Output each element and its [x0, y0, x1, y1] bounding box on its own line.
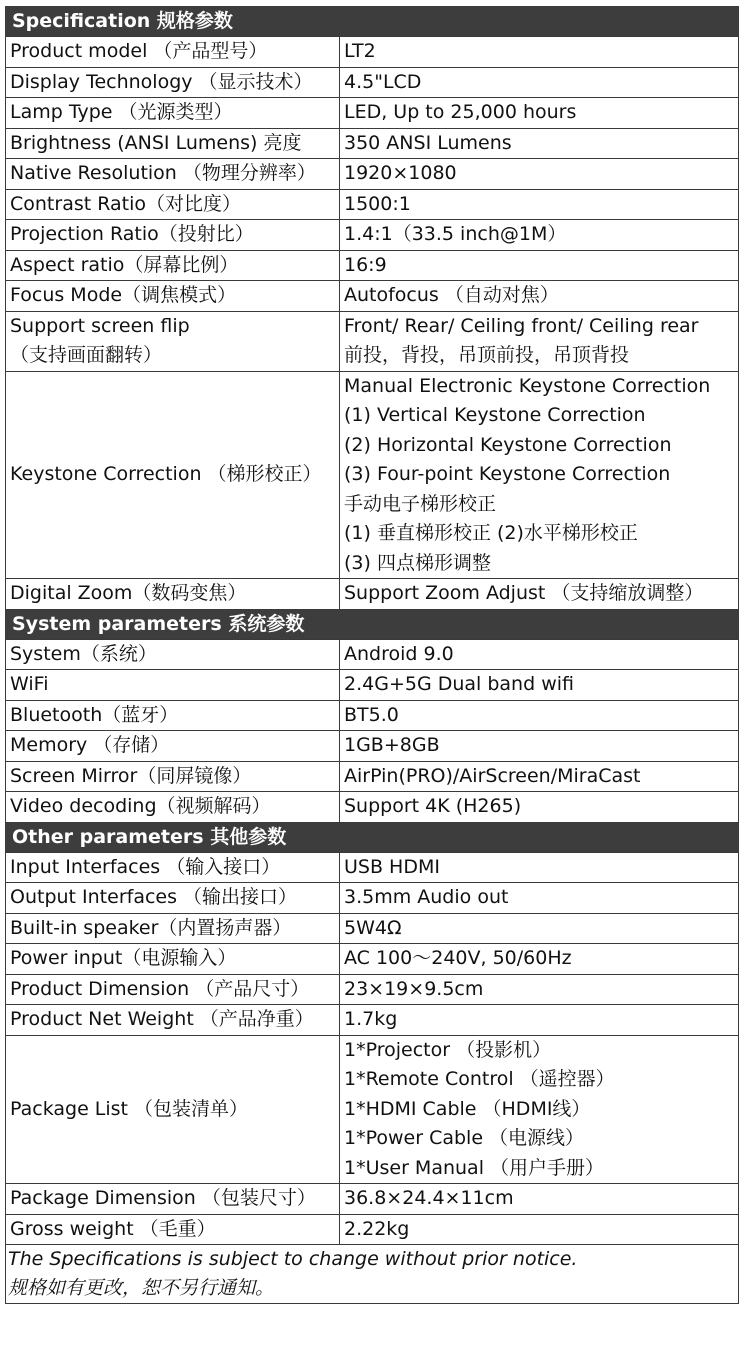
spec-label	[6, 98, 340, 129]
section-header-row	[6, 822, 739, 852]
spec-label	[6, 1035, 340, 1184]
spec-label-line: Keystone Correction （梯形校正）	[10, 463, 322, 485]
spec-value-line: 5W4Ω	[344, 916, 402, 939]
spec-label-line: Brightness (ANSI Lumens) 亮度	[10, 131, 302, 154]
spec-label	[6, 281, 340, 312]
spec-table	[5, 6, 739, 1304]
spec-row	[6, 159, 739, 190]
spec-label-line: Projection Ratio（投射比）	[10, 223, 254, 245]
spec-value	[340, 1184, 739, 1215]
spec-label-line: Focus Mode（调焦模式）	[10, 284, 237, 306]
spec-value-line: 1*Projector （投影机）	[344, 1038, 552, 1061]
spec-value	[340, 579, 739, 610]
spec-label-line: Product model （产品型号）	[10, 40, 268, 62]
spec-value-line: 1*User Manual （用户手册）	[344, 1156, 605, 1179]
spec-value-line: LT2	[344, 40, 376, 62]
spec-value-line: AirPin(PRO)/AirScreen/MiraCast	[344, 764, 641, 787]
spec-value	[340, 670, 739, 701]
spec-value	[340, 159, 739, 190]
spec-value	[340, 913, 739, 944]
spec-label-line: Package Dimension （包装尺寸）	[10, 1187, 316, 1209]
spec-label-line: Product Dimension （产品尺寸）	[10, 977, 310, 1000]
spec-value	[340, 128, 739, 159]
spec-value-line: 1*HDMI Cable （HDMI线）	[344, 1097, 591, 1120]
spec-row	[6, 311, 739, 371]
spec-value-line: (1) Vertical Keystone Correction	[344, 404, 646, 426]
section-header-row	[6, 7, 739, 37]
spec-value-line: (3) Four-point Keystone Correction	[344, 463, 671, 485]
spec-row	[6, 128, 739, 159]
spec-value	[340, 220, 739, 251]
spec-label	[6, 974, 340, 1005]
spec-label	[6, 731, 340, 762]
spec-value-line: USB HDMI	[344, 855, 440, 878]
spec-value	[340, 281, 739, 312]
spec-row	[6, 913, 739, 944]
spec-row	[6, 220, 739, 251]
spec-label	[6, 639, 340, 670]
spec-row	[6, 1214, 739, 1245]
spec-value-line: 1*Remote Control （遥控器）	[344, 1068, 615, 1090]
spec-label	[6, 250, 340, 281]
spec-label	[6, 220, 340, 251]
spec-value	[340, 189, 739, 220]
spec-value-line: AC 100～240V, 50/60Hz	[344, 947, 572, 969]
spec-value-line: (2) Horizontal Keystone Correction	[344, 433, 672, 456]
spec-value-line: 1500:1	[344, 192, 411, 215]
spec-row	[6, 281, 739, 312]
spec-value-line: 1*Power Cable （电源线）	[344, 1127, 585, 1149]
footnote-zh: 规格如有更改，恕不另行通知。	[8, 1277, 275, 1299]
spec-table-body	[6, 7, 739, 1304]
spec-row	[6, 1184, 739, 1215]
spec-label	[6, 128, 340, 159]
spec-label-line: Video decoding（视频解码）	[10, 795, 271, 817]
spec-label	[6, 670, 340, 701]
spec-row	[6, 792, 739, 823]
spec-label-line: Gross weight （毛重）	[10, 1217, 216, 1240]
section-header-specification: Specification 规格参数	[6, 7, 739, 37]
spec-label	[6, 1214, 340, 1245]
spec-label	[6, 944, 340, 975]
footnote	[6, 1245, 739, 1304]
spec-row	[6, 761, 739, 792]
spec-label-line: WiFi	[10, 673, 49, 695]
spec-value	[340, 731, 739, 762]
spec-label	[6, 159, 340, 190]
spec-row	[6, 37, 739, 68]
spec-value-line: BT5.0	[344, 703, 399, 726]
spec-value-line: 4.5"LCD	[344, 70, 422, 93]
spec-label	[6, 883, 340, 914]
spec-value-line: Front/ Rear/ Ceiling front/ Ceiling rear	[344, 314, 699, 337]
spec-label	[6, 1184, 340, 1215]
spec-label	[6, 579, 340, 610]
spec-value-line: 1920×1080	[344, 162, 457, 184]
spec-value-line: (3) 四点梯形调整	[344, 551, 491, 574]
spec-row	[6, 731, 739, 762]
spec-label	[6, 700, 340, 731]
spec-row	[6, 98, 739, 129]
spec-label-line: Bluetooth（蓝牙）	[10, 703, 179, 726]
spec-value-line: 1GB+8GB	[344, 734, 440, 756]
spec-value	[340, 852, 739, 883]
spec-row	[6, 944, 739, 975]
spec-sheet	[5, 6, 738, 1304]
spec-label	[6, 311, 340, 371]
spec-value	[340, 1035, 739, 1184]
spec-value-line: 350 ANSI Lumens	[344, 131, 512, 154]
spec-value	[340, 639, 739, 670]
spec-label-line: Output Interfaces （输出接口）	[10, 886, 298, 908]
spec-value	[340, 974, 739, 1005]
spec-label-line: Display Technology （显示技术）	[10, 70, 313, 93]
spec-value	[340, 311, 739, 371]
spec-value-line: 2.22kg	[344, 1217, 410, 1240]
spec-value	[340, 98, 739, 129]
footnote-en: The Specifications is subject to change without prior notice.	[8, 1248, 578, 1270]
spec-value-line: 1.7kg	[344, 1008, 398, 1030]
spec-row	[6, 670, 739, 701]
spec-row	[6, 639, 739, 670]
footnote-row	[6, 1245, 739, 1304]
spec-label-line: Contrast Ratio（对比度）	[10, 192, 242, 215]
spec-value-line: Autofocus （自动对焦）	[344, 284, 559, 306]
spec-row	[6, 189, 739, 220]
spec-label-line: Memory （存储）	[10, 734, 170, 756]
section-header-row	[6, 609, 739, 639]
spec-label-line: Power input（电源输入）	[10, 947, 237, 969]
spec-label	[6, 371, 340, 579]
spec-row	[6, 700, 739, 731]
spec-value	[340, 761, 739, 792]
spec-row	[6, 250, 739, 281]
spec-label-line: Aspect ratio（屏幕比例）	[10, 253, 239, 276]
spec-value-line: Support 4K (H265)	[344, 795, 522, 817]
spec-row	[6, 579, 739, 610]
spec-value-line: 1.4:1（33.5 inch@1M）	[344, 223, 567, 245]
spec-row	[6, 883, 739, 914]
spec-label-line: Screen Mirror（同屏镜像）	[10, 764, 252, 787]
spec-value	[340, 944, 739, 975]
spec-row	[6, 974, 739, 1005]
spec-label-line: Package List （包装清单）	[10, 1097, 249, 1120]
spec-value	[340, 883, 739, 914]
spec-value-line: 3.5mm Audio out	[344, 886, 509, 908]
spec-label-line: Built-in speaker（内置扬声器）	[10, 916, 292, 939]
spec-row	[6, 1005, 739, 1036]
spec-row	[6, 852, 739, 883]
spec-label	[6, 792, 340, 823]
spec-value	[340, 37, 739, 68]
spec-value	[340, 1214, 739, 1245]
spec-label	[6, 189, 340, 220]
spec-value-line: 2.4G+5G Dual band wifi	[344, 673, 574, 695]
spec-row	[6, 67, 739, 98]
spec-label	[6, 37, 340, 68]
spec-label	[6, 852, 340, 883]
spec-value-line: (1) 垂直梯形校正 (2)水平梯形校正	[344, 522, 638, 544]
spec-value-line: Support Zoom Adjust （支持缩放调整）	[344, 582, 704, 604]
spec-value-line: LED, Up to 25,000 hours	[344, 101, 577, 123]
spec-label-line: Native Resolution （物理分辨率）	[10, 162, 316, 184]
section-header-other-parameters: Other parameters 其他参数	[6, 822, 739, 852]
spec-label	[6, 913, 340, 944]
spec-value-line: Manual Electronic Keystone Correction	[344, 374, 711, 397]
spec-row	[6, 1035, 739, 1184]
spec-label-line: System（系统）	[10, 642, 157, 665]
spec-label-line: Support screen flip	[10, 314, 190, 337]
spec-label	[6, 1005, 340, 1036]
spec-value	[340, 1005, 739, 1036]
spec-label	[6, 67, 340, 98]
spec-value	[340, 250, 739, 281]
spec-value	[340, 67, 739, 98]
spec-label-line: （支持画面翻转）	[10, 344, 163, 366]
spec-label-line: Product Net Weight （产品净重）	[10, 1008, 314, 1030]
spec-value	[340, 792, 739, 823]
spec-row	[6, 371, 739, 579]
spec-value	[340, 371, 739, 579]
spec-value-line: 36.8×24.4×11cm	[344, 1187, 514, 1209]
spec-value-line: 前投，背投，吊顶前投，吊顶背投	[344, 344, 630, 366]
spec-value-line: Android 9.0	[344, 642, 454, 665]
spec-value-line: 16:9	[344, 253, 387, 276]
spec-value-line: 23×19×9.5cm	[344, 977, 484, 1000]
spec-label-line: Input Interfaces （输入接口）	[10, 855, 281, 878]
spec-label-line: Lamp Type （光源类型）	[10, 101, 233, 123]
section-header-system-parameters: System parameters 系统参数	[6, 609, 739, 639]
spec-label-line: Digital Zoom（数码变焦）	[10, 582, 247, 604]
spec-label	[6, 761, 340, 792]
spec-value	[340, 700, 739, 731]
spec-value-line: 手动电子梯形校正	[344, 492, 497, 515]
